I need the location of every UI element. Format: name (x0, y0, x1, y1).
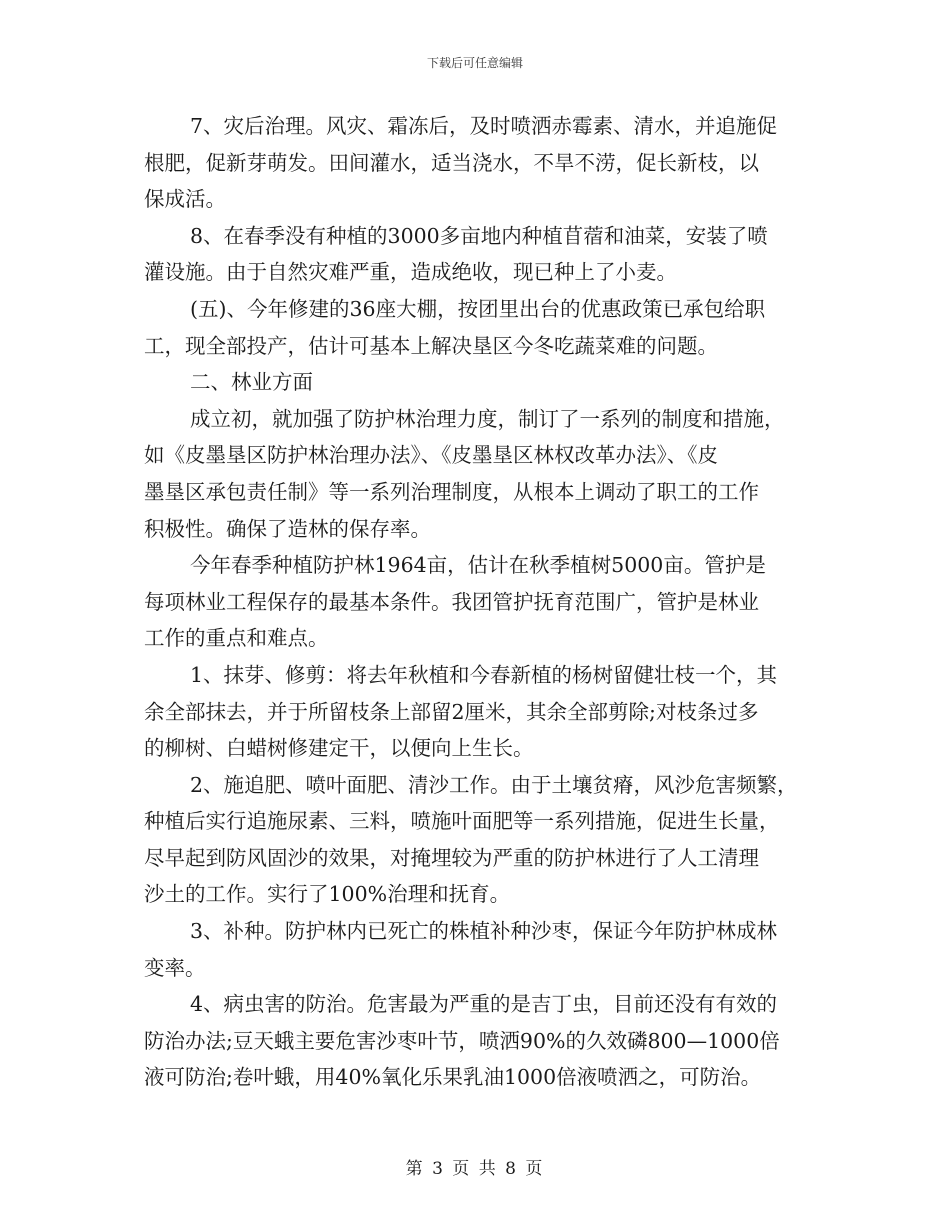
text-line: 积极性。确保了造林的保存率。 (144, 516, 431, 541)
text-line: 尽早起到防风固沙的效果，对掩埋较为严重的防护林进行了人工清理 (144, 845, 759, 870)
text-line: 今年春季种植防护林1964亩，估计在秋季植树5000亩。管护是 (190, 553, 766, 578)
text-line: 如《皮墨垦区防护林治理办法》、《皮墨垦区林权改革办法》、《皮 (144, 443, 718, 468)
text-line: 沙土的工作。实行了100%治理和抚育。 (144, 882, 511, 907)
text-line: 1、抹芽、修剪：将去年秋植和今春新植的杨树留健壮枝一个，其 (190, 662, 778, 687)
text-line: 液可防治;卷叶蛾，用40%氧化乐果乳油1000倍液喷洒之，可防治。 (144, 1065, 762, 1090)
text-line: 3、补种。防护林内已死亡的株植补种沙枣，保证今年防护林成林 (190, 919, 778, 944)
text-line: 保成活。 (144, 187, 226, 212)
text-line: 7、灾后治理。风灾、霜冻后，及时喷洒赤霉素、清水，并追施促 (190, 114, 778, 138)
text-line: 4、病虫害的防治。危害最为严重的是吉丁虫，目前还没有有效的 (190, 992, 778, 1017)
text-line: (五)、今年修建的36座大棚，按团里出台的优惠政策已承包给职 (190, 296, 766, 321)
page-footer: 第 3 页 共 8 页 (405, 1159, 545, 1179)
page-header: 下载后可任意编辑 (426, 56, 523, 70)
text-line: 防治办法;豆天蛾主要危害沙枣叶节，喷洒90%的久效磷800—1000倍 (144, 1028, 780, 1053)
text-line: 工，现全部投产，估计可基本上解决垦区今冬吃蔬菜难的问题。 (144, 333, 718, 358)
text-line: 每项林业工程保存的最基本条件。我团管护抚育范围广，管护是林业 (144, 589, 759, 614)
text-line: 灌设施。由于自然灾难严重，造成绝收，现已种上了小麦。 (144, 260, 677, 285)
document-body (144, 108, 806, 1096)
text-line: 8、在春季没有种植的3000多亩地内种植苜蓿和油菜，安装了喷 (190, 223, 768, 248)
text-line: 余全部抹去，并于所留枝条上部留2厘米，其余全部剪除;对枝条过多 (144, 699, 759, 724)
text-line: 2、施追肥、喷叶面肥、清沙工作。由于土壤贫瘠，风沙危害频繁， (190, 772, 798, 797)
text-line: 墨垦区承包责任制》等一系列治理制度，从根本上调动了职工的工作 (144, 479, 759, 504)
text-line: 根肥，促新芽萌发。田间灌水，适当浇水，不旱不涝，促长新枝，以 (144, 150, 759, 175)
text-line: 二、林业方面 (190, 370, 313, 395)
text-line: 种植后实行追施尿素、三料，喷施叶面肥等一系列措施，促进生长量， (144, 809, 780, 834)
text-line: 变率。 (144, 955, 206, 980)
text-line: 工作的重点和难点。 (144, 626, 329, 651)
text-line: 成立初，就加强了防护林治理力度，制订了一系列的制度和措施， (190, 406, 785, 431)
text-line: 的柳树、白蜡树修建定干，以便向上生长。 (144, 736, 534, 761)
